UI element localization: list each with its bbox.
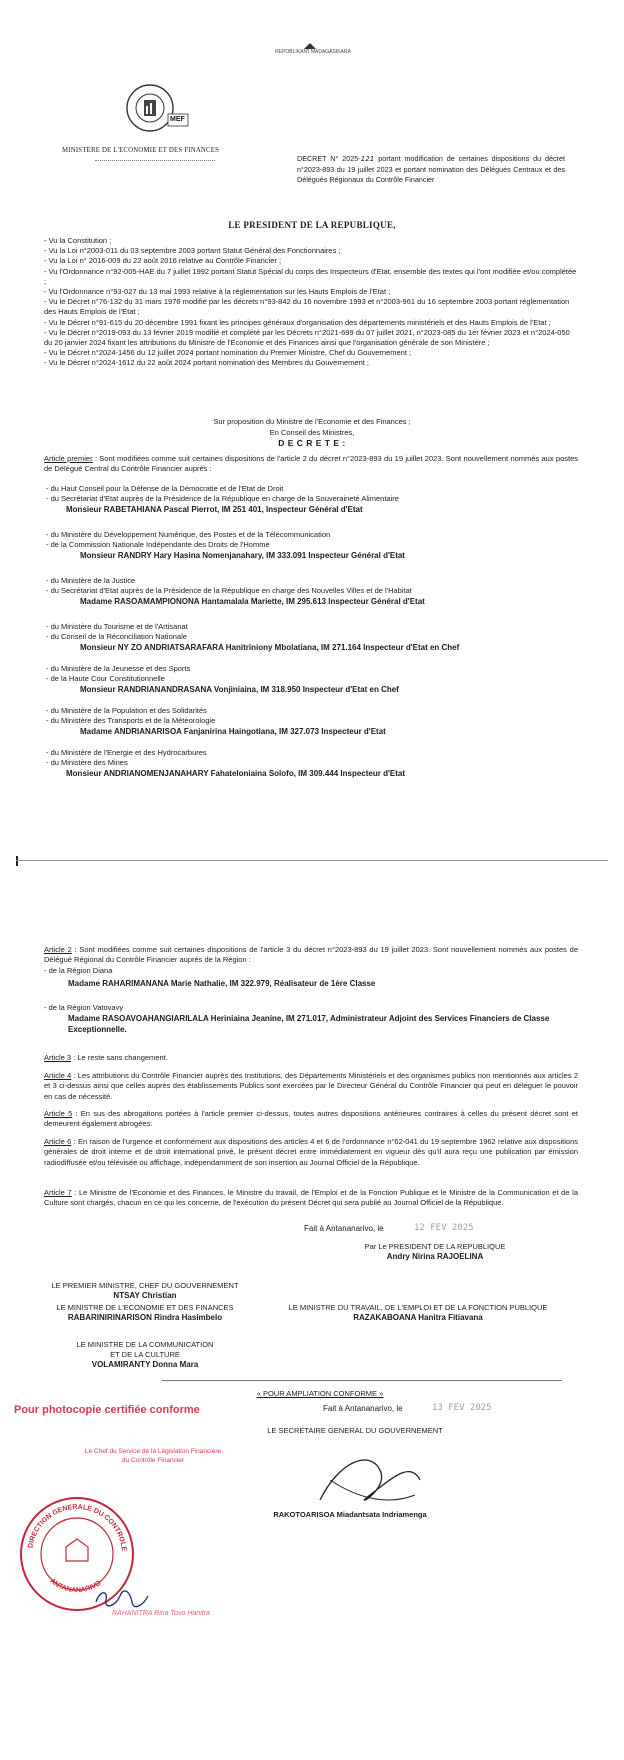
top-stamp: REPOBLIKAN'I MADAGASIKARA bbox=[275, 49, 351, 55]
article-label: Article 5 bbox=[44, 1109, 73, 1118]
institution-line: - du Ministère de la Jeunesse et des Sports bbox=[46, 664, 191, 673]
pm-signature bbox=[40, 1281, 250, 1301]
appointment-group bbox=[46, 484, 580, 515]
decree-subject: portant modification de certaines dispositions du décret n°2023-893 du 19 juillet 2023 et portant nomination des Délégués Centraux et des Délégués Régionaux du Contrôle Financier bbox=[297, 154, 565, 184]
institution-line: - du Secrétariat d'Etat auprès de la Présidence de la République en charge de la Souveraineté Alimentaire bbox=[46, 494, 399, 504]
appointee: Madame RAHARIMANANA Marie Nathalie, IM 322.979, Réalisateur de 1ère Classe bbox=[68, 979, 376, 989]
institution-line: - du Ministère des Mines bbox=[46, 758, 128, 768]
service-chief-block bbox=[58, 1447, 248, 1465]
pm-name: NTSAY Christian bbox=[113, 1291, 177, 1300]
visa-item: - Vu le Décret n°2019-093 du 13 février 2019 modifié et complété par les Décrets n°2021-699 du 07 juillet 2021, n°2023-085 du 1er février 2023 et n°2024-050 du 20 janvier 2024 fixant les attributions du Ministre de l'Economie et des Finances ainsi que l'organisation générale de son Ministère ; bbox=[44, 327, 570, 348]
article-text: : Les attributions du Contrôle Financier auprès des Institutions, des Départements Ministériels et des organismes publics non mentionnés aux articles 2 et 3 ci-dessus ainsi que celles auprès des établissements Publics sont exercées par le Directeur Général du Contrôle Financier qui peut en déléguer le pouvoir en cas de nécessité. bbox=[44, 1071, 579, 1101]
initials-scribble bbox=[92, 1588, 152, 1610]
page-separator bbox=[16, 860, 608, 861]
president-signature-block bbox=[310, 1242, 560, 1262]
certified-copy-stamp: Pour photocopie certifiée conforme bbox=[14, 1404, 200, 1416]
visa-item: - Vu l'Ordonnance n°92-005-HAE du 7 juillet 1992 portant Statut Spécial du corps des Inspecteurs d'Etat, ensemble des textes qui l'ont modifiée et/ou complétée ; bbox=[44, 266, 577, 286]
pm-title: LE PREMIER MINISTRE, CHEF DU GOUVERNEMENT bbox=[51, 1281, 239, 1290]
bottom-name-stamp: RAHANITRA Rina Tovo Hanitra bbox=[112, 1610, 210, 1617]
section-divider bbox=[162, 1380, 562, 1381]
article-text: : Le Ministre de l'Economie et des Finances, le Ministre du travail, de l'Emploi et de la Fonction Publique et le Ministre de la Communication et de la Culture sont chargés, chacun en ce qui les concerne, de l'exécution du présent Décret qui sera publié au Journal Officiel de la République. bbox=[44, 1188, 578, 1208]
comm-title: ET DE LA CULTURE bbox=[110, 1350, 180, 1359]
institution-line: - de la Haute Cour Constitutionnelle bbox=[46, 674, 165, 684]
visa-item: - Vu le Décret n°91-615 du 20 décembre 1991 fixant les principes généraux d'organisation des départements ministériels et des Hauts Emplois de l'Etat ; bbox=[44, 317, 551, 327]
comm-name: VOLAMIRANTY Donna Mara bbox=[91, 1360, 199, 1369]
labour-name: RAZAKABOANA Hanitra Fitiavana bbox=[353, 1313, 483, 1322]
article-text: : Sont modifiées comme suit certaines dispositions de l'article 2 du décret n°2023-893 du 19 juillet 2023. Sont nouvellement nommés aux postes de Délégué Central du Contrôle Financier auprès : bbox=[44, 454, 579, 474]
council: En Conseil des Ministres, bbox=[269, 428, 355, 437]
page-edge-mark bbox=[16, 856, 24, 866]
appointment-group bbox=[46, 706, 580, 737]
service-chief-line: Le Chef du Service de la Législation Financière bbox=[84, 1448, 222, 1455]
appointment-group bbox=[46, 748, 580, 779]
visa-item: - Vu l'Ordonnance n°93-027 du 13 mai 1993 relative à la réglementation sur les Hauts Emplois de l'Etat ; bbox=[44, 287, 391, 297]
appointee: Madame RASOAVOAHANGIARILALA Heriniaina Jeanine, IM 271.017, Administrateur Adjoint des Services Financiers de Classe Exceptionnelle. bbox=[68, 1014, 550, 1035]
institution-line: - du Haut Conseil pour la Défense de la Démocratie et de l'Etat de Droit bbox=[46, 484, 284, 493]
appointment-group bbox=[46, 664, 580, 695]
appointee: Madame ANDRIANARISOA Fanjanirina Haingotiana, IM 327.073 Inspecteur d'Etat bbox=[80, 727, 386, 737]
visa-list bbox=[44, 236, 578, 369]
mef-name: RABARINIRINARISON Rindra Hasimbelo bbox=[67, 1313, 223, 1322]
ampliation-date-stamp: 13 FEV 2025 bbox=[432, 1403, 492, 1413]
president-title: LE PRESIDENT DE LA REPUBLIQUE, bbox=[228, 220, 396, 230]
region-line: - de la Région Diana bbox=[44, 965, 113, 975]
decree-title bbox=[297, 154, 565, 186]
appointee: Monsieur NY ZO ANDRIATSARAFARA Hanitriniony Mbolatiana, IM 271.164 Inspecteur d'Etat en Chef bbox=[80, 643, 460, 653]
appointment-group bbox=[46, 530, 580, 561]
ministry-logo bbox=[118, 80, 193, 140]
institution-line: - de la Commission Nationale Indépendante des Droits de l'Homme bbox=[46, 540, 270, 550]
visa-item: - Vu la Loi n° 2016-009 du 22 août 2016 relative au Contrôle Financier ; bbox=[44, 256, 282, 266]
institution-line: - du Ministère du Développement Numérique, des Postes et de la Télécommunication bbox=[46, 530, 331, 539]
decree-number: 121 bbox=[360, 154, 375, 163]
labour-title: LE MINISTRE DU TRAVAIL, DE L'EMPLOI ET DE LA FONCTION PUBLIQUE bbox=[288, 1303, 548, 1312]
sg-signature-scribble bbox=[310, 1440, 430, 1520]
visa-item: - Vu le Décret n°2024-1456 du 12 juillet 2024 portant nomination du Premier Ministre, Chef du Gouvernement ; bbox=[44, 348, 412, 358]
article-1 bbox=[44, 454, 578, 475]
proposal: Sur proposition du Ministre de l'Economie et des Finances ; bbox=[213, 417, 411, 426]
comm-signature bbox=[60, 1340, 230, 1370]
article-3 bbox=[44, 1053, 578, 1063]
article-label: Article premier bbox=[44, 454, 93, 463]
article-label: Article 7 bbox=[44, 1188, 72, 1197]
president-name: Andry Nirina RAJOELINA bbox=[386, 1252, 484, 1261]
appointee: Monsieur RANDRIANANDRASANA Vonjiniaina, IM 318.950 Inspecteur d'Etat en Chef bbox=[80, 685, 399, 695]
institution-line: - du Ministère des Transports et de la Météorologie bbox=[46, 716, 216, 726]
article-7 bbox=[44, 1188, 578, 1209]
president-by: Par Le PRESIDENT DE LA REPUBLIQUE bbox=[364, 1242, 506, 1251]
decree-prefix: DECRET N° 2025- bbox=[297, 154, 361, 163]
institution-line: - du Ministère de l'Energie et des Hydrocarbures bbox=[46, 748, 207, 757]
appointee: Madame RASOAMAMPIONONA Hantamalala Mariette, IM 295.613 Inspecteur Général d'Etat bbox=[80, 597, 425, 607]
visa-item: - Vu la Constitution ; bbox=[44, 236, 112, 245]
visa-item: - Vu le Décret n°76-132 du 31 mars 1976 modifié par les décrets n°93-842 du 16 novembre 1993 et n°2003-961 du 16 septembre 2003 portant réglementation des Hauts Emplois de l'Etat ; bbox=[44, 297, 570, 317]
article-5 bbox=[44, 1109, 578, 1130]
svg-text:DIRECTION GENERALE DU CONTROLE bbox=[18, 1495, 127, 1553]
sg-title: LE SECRETAIRE GENERAL DU GOUVERNEMENT bbox=[267, 1426, 443, 1435]
article-2 bbox=[44, 945, 578, 1035]
institution-line: - du Ministère du Tourisme et de l'Artisanat bbox=[46, 622, 188, 631]
sg-name: RAKOTOARISOA Miadantsata Indriamenga bbox=[273, 1510, 427, 1519]
appointment-group bbox=[46, 622, 580, 653]
institution-line: - du Secrétariat d'Etat auprès de la Présidence de la République en charge des Nouvelles Villes et de l'Habitat bbox=[46, 586, 412, 596]
article-label: Article 2 bbox=[44, 945, 72, 954]
article-text: : En sus des abrogations portées à l'article premier ci-dessus, toutes autres dispositions antérieures contraires à celles du présent décret sont et demeurent également abrogées. bbox=[44, 1109, 578, 1129]
article-6 bbox=[44, 1137, 578, 1168]
article-text: : En raison de l'urgence et conformément aux dispositions des articles 4 et 6 de l'ordonnance n°62-041 du 19 septembre 1962 relative aux dispositions générales de droit interne et de droit international privé, le présent décret entre immédiatement en vigueur dès qu'il aura reçu une publication par émission radiodiffusée et/ou télévisée ou affichage, indépendamment de son insertion au Journal Officiel de la République. bbox=[44, 1137, 579, 1167]
appointment-group bbox=[46, 576, 580, 607]
seal-bottom-text: ANTANANARIVO bbox=[48, 1577, 103, 1595]
ampliation-heading: « POUR AMPLIATION CONFORME » bbox=[256, 1389, 384, 1398]
mef-signature bbox=[40, 1303, 250, 1323]
article-text: : Sont modifiées comme suit certaines dispositions de l'article 3 du décret n°2023-893 du 19 juillet 2023. Sont nouvellement nommés aux postes de Délégué Régional du Contrôle Financier auprès de la Région : bbox=[44, 945, 578, 965]
article-label: Article 3 bbox=[44, 1053, 72, 1062]
comm-title: LE MINISTRE DE LA COMMUNICATION bbox=[76, 1340, 214, 1349]
mef-title: LE MINISTRE DE L'ECONOMIE ET DES FINANCES bbox=[56, 1303, 234, 1312]
ampliation-place: Fait à Antananarivo, le bbox=[323, 1404, 403, 1413]
visa-item: - Vu le Décret n°2024-1612 du 22 août 2024 portant nomination des Membres du Gouvernement ; bbox=[44, 358, 370, 368]
ministry-underline bbox=[95, 160, 215, 161]
date-stamp: 12 FEV 2025 bbox=[414, 1223, 474, 1233]
appointee: Monsieur RANDRY Hary Hasina Nomenjanahary, IM 333.091 Inspecteur Général d'Etat bbox=[80, 551, 405, 561]
closing-place: Fait à Antananarivo, le bbox=[304, 1224, 384, 1233]
article-text: : Le reste sans changement. bbox=[71, 1053, 168, 1062]
ministry-name: MINISTERE DE L'ECONOMIE ET DES FINANCES bbox=[62, 147, 220, 154]
logo-text: MEF bbox=[170, 116, 185, 123]
institution-line: - du Conseil de la Réconciliation Nationale bbox=[46, 632, 187, 642]
region-line: - de la Région Vatovavy bbox=[44, 1003, 124, 1013]
appointee: Monsieur RABETAHIANA Pascal Pierrot, IM 251 401, Inspecteur Général d'Etat bbox=[66, 505, 363, 515]
article-label: Article 6 bbox=[44, 1137, 72, 1146]
institution-line: - du Ministère de la Population et des Solidarités bbox=[46, 706, 207, 715]
seal-top-text: DIRECTION GENERALE DU CONTROLE bbox=[27, 1503, 127, 1552]
article-label: Article 4 bbox=[44, 1071, 72, 1080]
article-4 bbox=[44, 1071, 578, 1102]
labour-signature bbox=[258, 1303, 578, 1323]
institution-line: - du Ministère de la Justice bbox=[46, 576, 136, 585]
visa-item: - Vu la Loi n°2003-011 du 03 septembre 2003 portant Statut Général des Fonctionnaires ; bbox=[44, 246, 341, 256]
service-chief-line: du Contrôle Financier bbox=[121, 1457, 185, 1464]
decrete-heading: D E C R E T E : bbox=[278, 438, 346, 448]
appointee: Monsieur ANDRIANOMENJANAHARY Fahateloniaina Solofo, IM 309.444 Inspecteur d'Etat bbox=[66, 769, 405, 779]
republic-emblem-icon bbox=[303, 38, 317, 48]
